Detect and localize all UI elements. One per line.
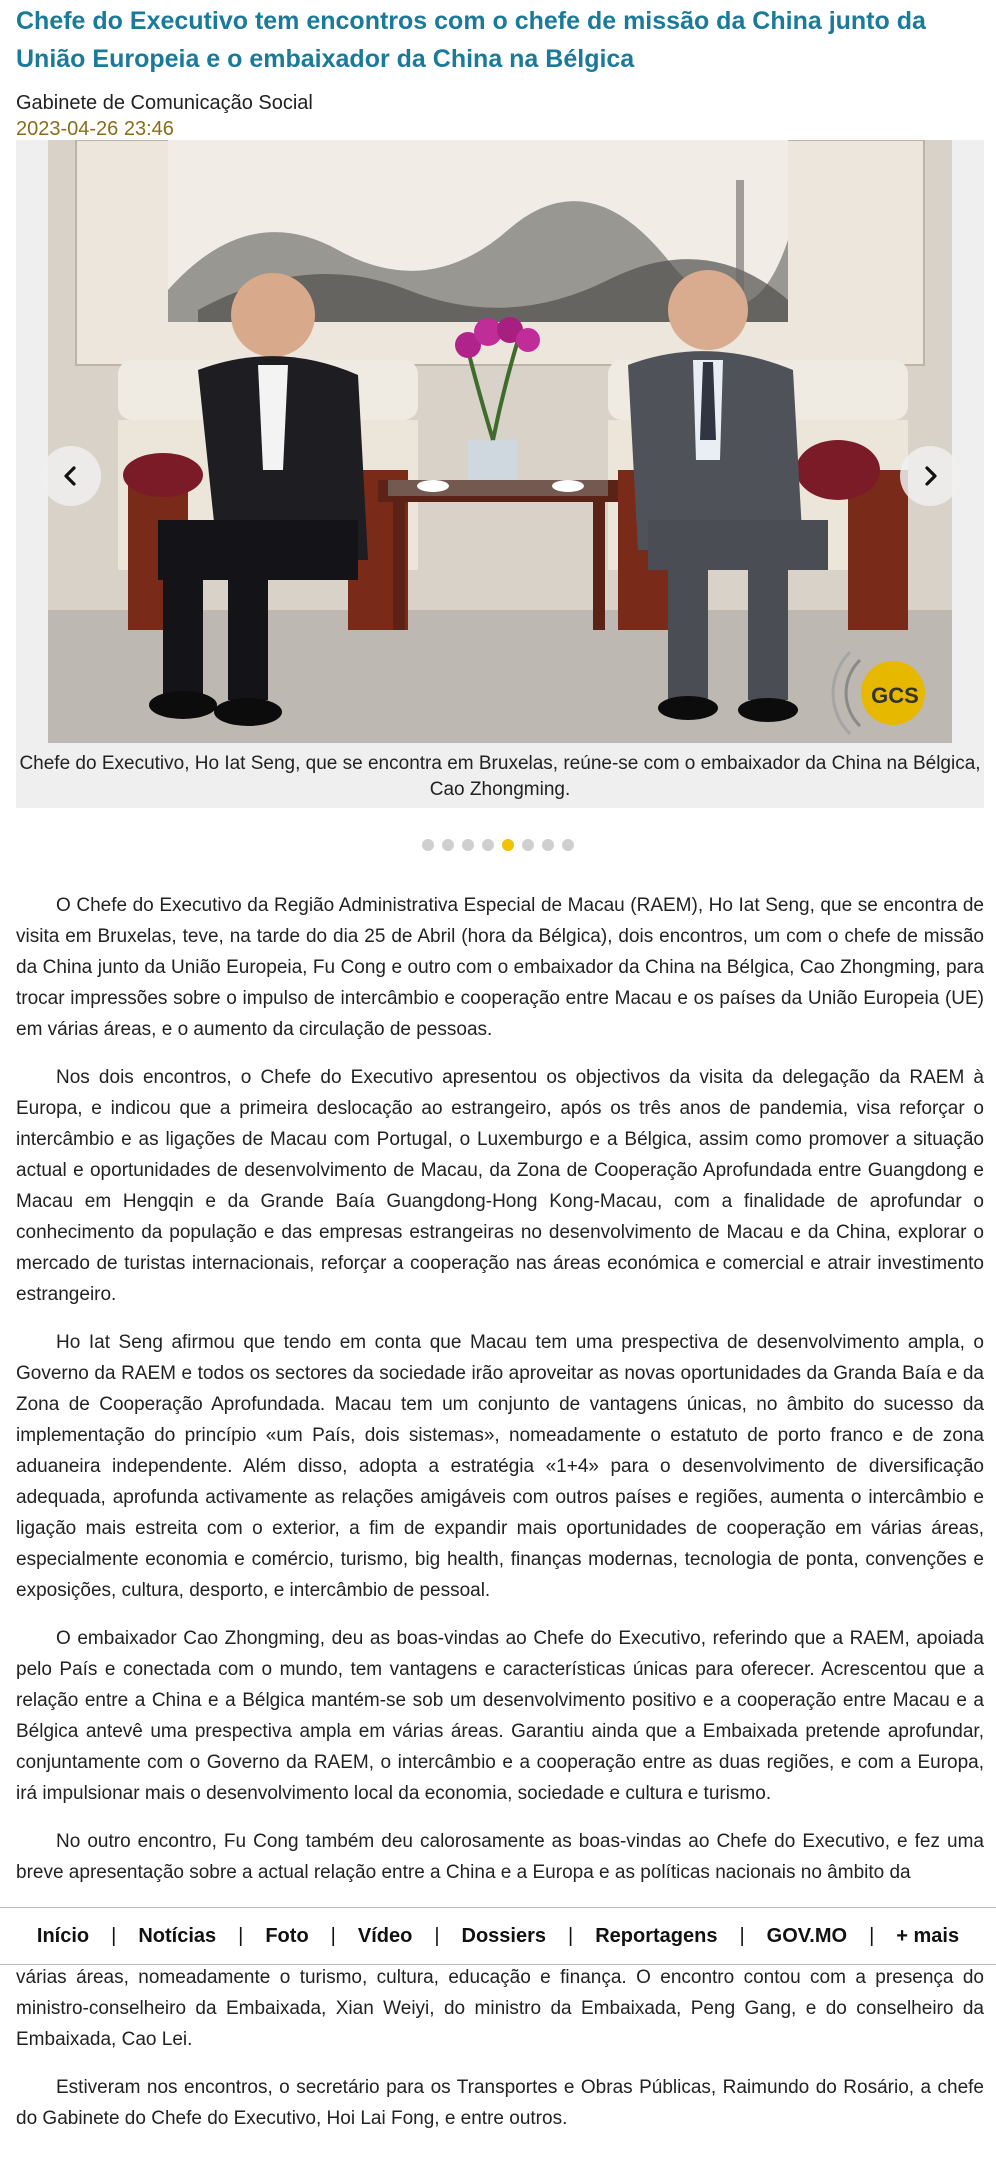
nav-separator: | — [111, 1924, 117, 1947]
nav-separator: | — [739, 1924, 745, 1947]
article-paragraph: várias áreas, nomeadamente o turismo, cultura, educação e finança. O encontro contou com a presença do ministro-conselheiro da Embaixada, Xian Weiyi, do ministro da Embaixada, Peng Gang, e do conselheiro da Embaixada, Cao Lei. — [16, 1967, 984, 2050]
article-paragraph: Estiveram nos encontros, o secretário para os Transportes e Obras Públicas, Raimundo do Rosário, a chefe do Gabinete do Chefe do Executivo, Hoi Lai Fong, e entre outros. — [16, 2077, 984, 2129]
gallery-photo[interactable] — [48, 140, 952, 743]
article-paragraph: O Chefe do Executivo da Região Administrativa Especial de Macau (RAEM), Ho Iat Seng, que se encontra de visita em Bruxelas, teve, na tarde do dia 25 de Abril (hora da Bélgica), dois encontros, um com o chefe de missão da China junto da União Europeia, Fu Cong e outro com o embaixador da China na Bélgica, Cao Zhongming, para trocar impressões sobre o impulso de intercâmbio e cooperação entre Macau e os países da União Europeia (UE) em várias áreas, e o aumento da circulação de pessoas. — [16, 895, 984, 1040]
article-paragraph: Nos dois encontros, o Chefe do Executivo apresentou os objectivos da visita da delegação da RAEM à Europa, e indicou que a primeira deslocação ao estrangeiro, após os três anos de pandemia, visa reforçar o intercâmbio e as ligações de Macau com Portugal, o Luxemburgo e a Bélgica, assim como promover a situação actual e oportunidades de desenvolvimento de Macau, da Zona de Cooperação Aprofundada entre Guangdong e Macau em Hengqin e da Grande Baía Guangdong-Hong Kong-Macau, com a finalidade de aprofundar o conhecimento da população e das empresas estrangeiras no desenvolvimento de Macau e da China, explorar o mercado de turistas internacionais, reforçar a cooperação nas áreas económica e comercial e atrair investimento estrangeiro. — [16, 1067, 984, 1305]
gallery-prev-button[interactable] — [41, 446, 101, 506]
svg-text:GCS: GCS — [871, 683, 919, 708]
article-source: Gabinete de Comunicação Social — [16, 92, 313, 114]
nav-item-4[interactable]: Vídeo — [357, 1924, 413, 1947]
photo-caption: Chefe do Executivo, Ho Iat Seng, que se encontra em Bruxelas, reúne-se com o embaixador da China na Bélgica, Cao Zhongming. — [19, 753, 981, 800]
nav-item-3[interactable]: Foto — [265, 1924, 309, 1947]
article-paragraph: No outro encontro, Fu Cong também deu calorosamente as boas-vindas ao Chefe do Executivo, e fez uma breve apresentação sobre a actual relação entre a China e a Europa e as políticas nacionais no âmbito da — [16, 1831, 984, 1883]
article-paragraph: O embaixador Cao Zhongming, deu as boas-vindas ao Chefe do Executivo, referindo que a RAEM, apoiada pelo País e conectada com o mundo, tem vantagens e características únicas para oferecer. Acrescentou que a relação entre a China e a Bélgica mantém-se sob um desenvolvimento positivo e a cooperação entre Macau e a Bélgica antevê uma prespectiva ampla em várias áreas. Garantiu ainda que a Embaixada pretende aprofundar, conjuntamente com o Governo da RAEM, o intercâmbio e a cooperação entre as duas regiões, e com a Europa, irá impulsionar mais o desenvolvimento local da economia, sociedade e cultura e turismo. — [16, 1628, 984, 1804]
nav-separator: | — [869, 1924, 875, 1947]
gallery-dot[interactable] — [522, 839, 534, 851]
article-title: Chefe do Executivo tem encontros com o chefe de missão da China junto da União Europeia e o embaixador da China na Bélgica — [16, 7, 926, 73]
nav-item-6[interactable]: Reportagens — [595, 1924, 718, 1947]
nav-separator: | — [434, 1924, 440, 1947]
nav-item-7[interactable]: GOV.MO — [766, 1924, 848, 1947]
meeting-photo-illustration — [48, 140, 952, 743]
gallery-dot[interactable] — [462, 839, 474, 851]
article-paragraph: Ho Iat Seng afirmou que tendo em conta que Macau tem uma prespectiva de desenvolvimento ampla, o Governo da RAEM e todos os sectores da sociedade irão aproveitar as novas oportunidades da Granda Baía e da Zona de Cooperação Aprofundada. Macau tem um conjunto de vantagens únicas, no âmbito do sucesso da implementação do princípio «um País, dois sistemas», nomeadamente o estatuto de porto franco e de zona aduaneira independente. Além disso, adopta a estratégia «1+4» para o desenvolvimento de diversificação adequada, aprofunda activamente as relações amigáveis com outros países e regiões, aumenta o intercâmbio e ligação mais estreita com o exterior, a fim de expandir mais oportunidades de cooperação em várias áreas, especialmente economia e comércio, turismo, big health, finanças modernas, tecnologia de ponta, convenções e exposições, cultura, desporto, e intercâmbio de pessoal. — [16, 1332, 984, 1601]
bottom-navigation-bar — [0, 1907, 996, 1965]
nav-item-5[interactable]: Dossiers — [461, 1924, 547, 1947]
nav-item-2[interactable]: Notícias — [138, 1924, 217, 1947]
nav-separator: | — [330, 1924, 336, 1947]
article-body-continued — [16, 1962, 984, 2151]
photo-gallery — [16, 140, 984, 808]
gallery-dot[interactable] — [482, 839, 494, 851]
gallery-dot[interactable] — [562, 839, 574, 851]
gallery-dot[interactable] — [422, 839, 434, 851]
gallery-dot[interactable] — [442, 839, 454, 851]
gallery-dot[interactable] — [502, 839, 514, 851]
gallery-pagination — [0, 839, 996, 851]
nav-item-8[interactable]: + mais — [896, 1924, 960, 1947]
gallery-next-button[interactable] — [900, 446, 960, 506]
nav-item-1[interactable]: Início — [36, 1924, 90, 1947]
nav-separator: | — [238, 1924, 244, 1947]
chevron-left-icon — [59, 464, 83, 488]
chevron-right-icon — [918, 464, 942, 488]
article-body — [16, 890, 984, 1905]
gallery-dot[interactable] — [542, 839, 554, 851]
article-date: 2023-04-26 23:46 — [16, 118, 174, 140]
article-header — [0, 0, 996, 142]
nav-separator: | — [568, 1924, 574, 1947]
